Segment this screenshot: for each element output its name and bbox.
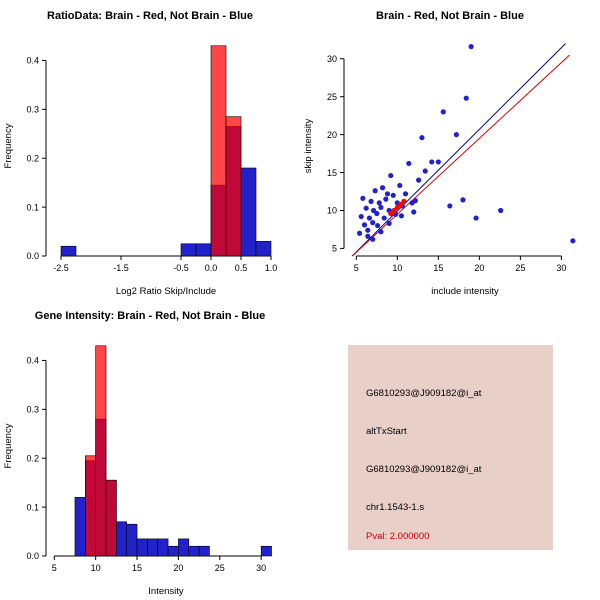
svg-text:Intensity: Intensity — [148, 586, 184, 597]
svg-text:5: 5 — [331, 243, 337, 254]
svg-text:include intensity: include intensity — [431, 286, 499, 297]
svg-text:0.4: 0.4 — [26, 355, 39, 366]
svg-text:0.0: 0.0 — [204, 263, 218, 273]
info-pval: Pval: 2.000000 — [366, 531, 430, 542]
svg-text:1.0: 1.0 — [264, 263, 278, 273]
svg-text:15: 15 — [433, 263, 444, 273]
svg-text:15: 15 — [326, 167, 337, 178]
svg-text:10: 10 — [90, 563, 101, 573]
svg-text:0.2: 0.2 — [26, 453, 39, 464]
info-event-type: altTxStart — [366, 426, 407, 437]
svg-text:5: 5 — [353, 263, 359, 273]
svg-text:Frequency: Frequency — [3, 423, 14, 469]
svg-text:0.5: 0.5 — [234, 263, 248, 273]
svg-text:skip intensity: skip intensity — [303, 118, 314, 174]
svg-text:0.0: 0.0 — [26, 251, 39, 262]
intensity-histogram-plot — [0, 322, 300, 600]
ratio-histogram-title: RatioData: Brain - Red, Not Brain - Blue — [47, 10, 253, 22]
svg-text:15: 15 — [132, 563, 143, 573]
info-probe-id: G6810293@J909182@i_at — [366, 388, 482, 399]
info-locus: chr1.1543-1.s — [366, 502, 425, 513]
svg-text:20: 20 — [474, 263, 485, 273]
svg-text:0.0: 0.0 — [26, 551, 39, 562]
svg-text:Frequency: Frequency — [3, 123, 14, 169]
svg-text:20: 20 — [326, 129, 337, 140]
svg-text:25: 25 — [326, 91, 337, 102]
svg-text:0.3: 0.3 — [26, 404, 39, 415]
panel-ratio-histogram — [0, 0, 300, 300]
svg-text:0.1: 0.1 — [26, 502, 39, 513]
svg-text:-0.5: -0.5 — [173, 263, 189, 273]
svg-text:30: 30 — [556, 263, 567, 273]
svg-text:20: 20 — [173, 563, 184, 573]
svg-text:-1.5: -1.5 — [113, 263, 129, 273]
svg-text:10: 10 — [392, 263, 403, 273]
svg-text:0.2: 0.2 — [26, 153, 39, 164]
svg-text:0.4: 0.4 — [26, 55, 39, 66]
svg-text:Log2 Ratio Skip/Include: Log2 Ratio Skip/Include — [115, 286, 217, 297]
svg-text:0.3: 0.3 — [26, 104, 39, 115]
scatter-plot — [300, 22, 600, 300]
info-probe-id-secondary: G6810293@J909182@i_at — [366, 464, 482, 475]
scatter-title: Brain - Red, Not Brain - Blue — [376, 10, 524, 22]
svg-text:-2.5: -2.5 — [53, 263, 69, 273]
svg-text:10: 10 — [326, 205, 337, 216]
svg-text:25: 25 — [515, 263, 526, 273]
svg-text:25: 25 — [214, 563, 225, 573]
svg-text:30: 30 — [256, 563, 267, 573]
svg-text:5: 5 — [51, 563, 57, 573]
svg-text:30: 30 — [326, 53, 337, 64]
intensity-histogram-title: Gene Intensity: Brain - Red, Not Brain - Blue — [34, 310, 266, 322]
svg-text:0.1: 0.1 — [26, 202, 39, 213]
panel-scatter — [300, 0, 600, 300]
panel-intensity-histogram — [0, 300, 300, 600]
gene-info-box — [348, 345, 553, 550]
ratio-histogram-plot — [0, 22, 300, 300]
